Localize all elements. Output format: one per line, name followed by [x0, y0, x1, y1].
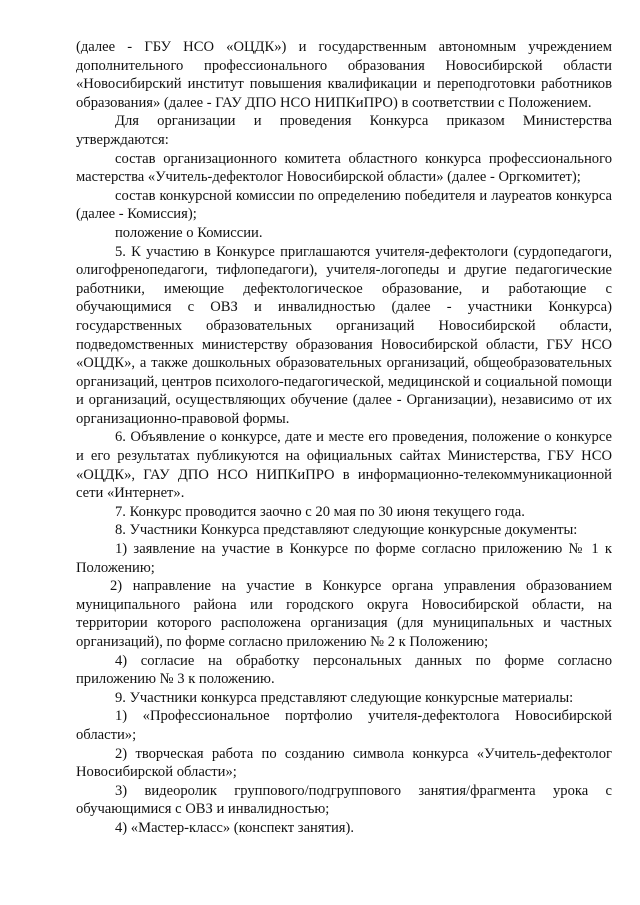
list-item-9-2: 2) творческая работа по созданию символа конкурса «Учитель-дефектолог Новосибирской области»;	[76, 745, 612, 781]
paragraph-item-9: 9. Участники конкурса представляют следующие конкурсные материалы:	[115, 689, 574, 706]
paragraph-item-7: 7. Конкурс проводится заочно с 20 мая по 30 июня текущего года.	[115, 503, 525, 520]
list-item-8-4: 4) согласие на обработку персональных данных по форме согласно приложению № 3 к положению.	[76, 652, 612, 688]
paragraph-continuation: (далее - ГБУ НСО «ОЦДК») и государственным автономным учреждением дополнительного профессионального образования Новосибирской области «Новосибирский институт повышения квалификации и переподготовки работников образования» (далее - ГАУ ДПО НСО НИПКиПРО) в соответствии с Положением.	[76, 39, 612, 111]
list-item-9-1: 1) «Профессиональное портфолио учителя-дефектолога Новосибирской области»;	[76, 708, 612, 743]
paragraph-commission-regulation: положение о Комиссии.	[115, 224, 263, 241]
list-item-8-1: 1) заявление на участие в Конкурсе по форме согласно приложению № 1 к Положению;	[76, 541, 612, 576]
paragraph-item-6: 6. Объявление о конкурсе, дате и месте его проведения, положение о конкурсе и его результатах публикуются на официальных сайтах Министерства, ГБУ НСО «ОЦДК», ГАУ ДПО НСО НИПКиПРО в информационно-телекоммуникационной сети «Интернет».	[76, 429, 612, 502]
list-item-9-3: 3) видеоролик группового/подгруппового занятия/фрагмента урока с обучающимися с ОВЗ и инвалидностью;	[76, 782, 612, 818]
paragraph-item-5: 5. К участию в Конкурсе приглашаются учителя-дефектологи (сурдопедагоги, олигофренопедагоги, тифлопедагоги), учителя-логопеды и другие педагогические работники, имеющие дефектологическое образование, и работающие с обучающимися с ОВЗ и инвалидностью (далее - участники Конкурса) государственных образовательных организаций Новосибирской области, подведомственных министерству образования Новосибирской области, ГБУ НСО «ОЦДК», а также дошкольных образовательных организаций, общеобразовательных организаций, центров психолого-педагогической, медицинской и социальной помощи и организаций, осуществляющих обучение (далее - Организации), независимо от их организационно-правовой формы.	[76, 243, 612, 427]
paragraph-approval-intro: Для организации и проведения Конкурса приказом Министерства утверждаются:	[76, 113, 612, 148]
paragraph-commission: состав конкурсной комиссии по определению победителя и лауреатов конкурса (далее - Комиссия);	[76, 187, 612, 223]
list-item-9-4: 4) «Мастер-класс» (конспект занятия).	[115, 819, 354, 836]
paragraph-item-8: 8. Участники Конкурса представляют следующие конкурсные документы:	[115, 522, 578, 539]
paragraph-orgcommittee: состав организационного комитета областного конкурса профессионального мастерства «Учитель-дефектолог Новосибирской области» (далее - Оргкомитет);	[76, 150, 612, 186]
list-item-8-2: 2) направление на участие в Конкурсе органа управления образованием муниципального района или городского округа Новосибирской области, на территории которого расположена организация (для муниципальных и частных организаций), по форме согласно приложению № 2 к Положению;	[76, 578, 612, 650]
